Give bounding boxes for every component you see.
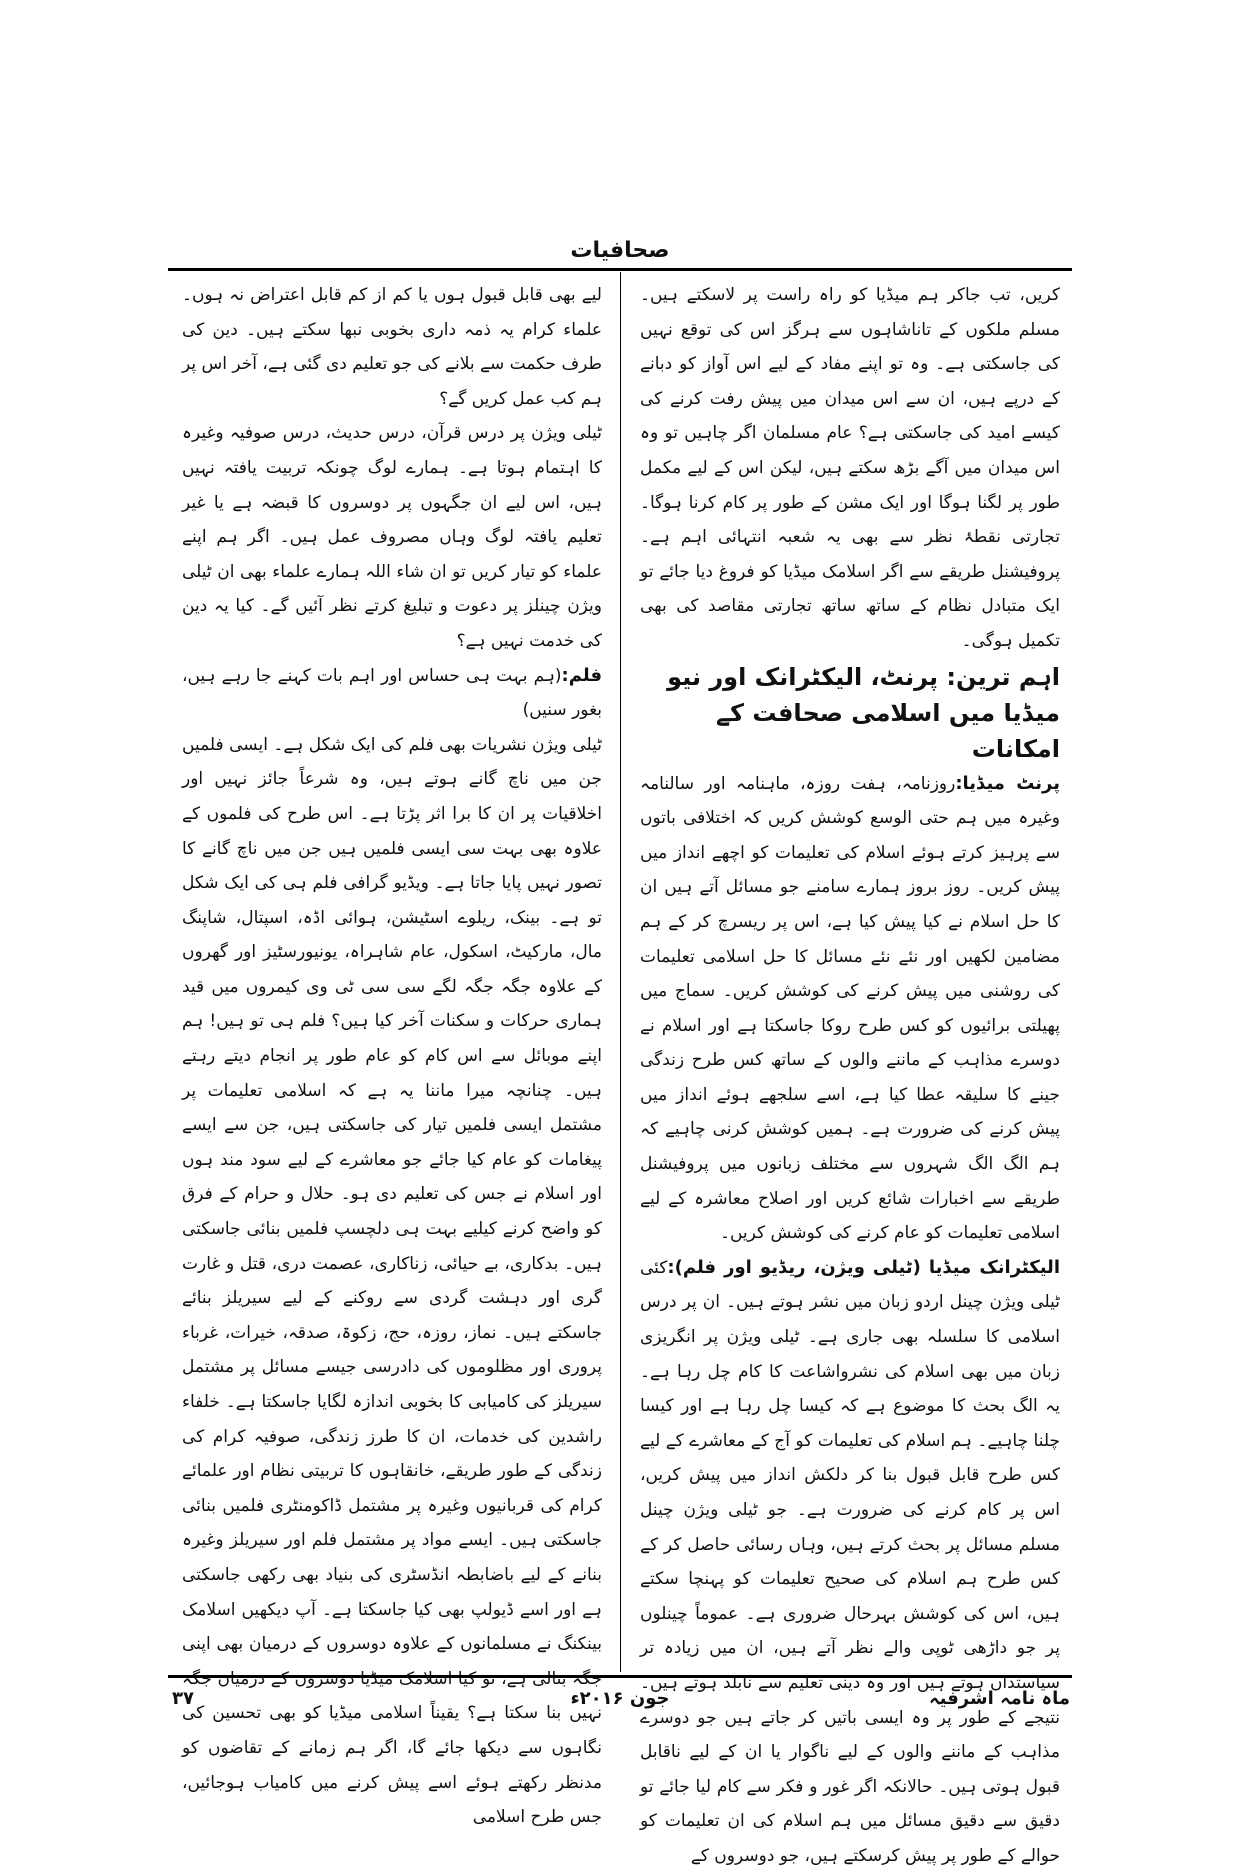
paragraph: [182, 659, 602, 728]
paragraph: [640, 1251, 1060, 1874]
subheading-electronic-media: الیکٹرانک میڈیا (ٹیلی ویژن، ریڈیو اور فلم):: [667, 1256, 1060, 1278]
column-divider: [620, 272, 621, 1672]
footer-magazine-name: ماہ نامہ اشرفیہ: [929, 1688, 1070, 1709]
paragraph: لیے بھی قابل قبول ہوں یا کم از کم قابل اعتراض نہ ہوں۔ علماء کرام یہ ذمہ داری بخوبی نبھا سکتے ہیں۔ دین کی طرف حکمت سے بلانے کی جو تعلیم دی گئی ہے، آخر اس پر ہم کب عمل کریں گے؟: [181, 285, 602, 409]
paragraph: ٹیلی ویژن نشریات بھی فلم کی ایک شکل ہے۔ ایسی فلمیں جن میں ناچ گانے ہوتے ہیں، وہ شرعاً جائز نہیں اور اخلاقیات پر ان کا برا اثر پڑتا ہے۔ اس طرح کی فلموں کے علاوہ بھی بہت سی ایسی فلمیں ہیں جن میں ناچ گانے کا تصور نہیں پایا جاتا ہے۔ ویڈیو گرافی فلم ہی کی ایک شکل تو ہے۔ بینک، ریلوے اسٹیشن، ہوائی اڈہ، اسپتال، شاپنگ مال، مارکیٹ، اسکول، عام شاہراہ، یونیورسٹیز اور گھروں کے علاوہ جگہ جگہ لگے سی سی ٹی وی کیمروں میں قید ہماری حرکات و سکنات آخر کیا ہیں؟ فلم ہی تو ہیں! ہم اپنے موبائل سے اس کام کو عام طور پر انجام دیتے رہتے ہیں۔ چنانچہ میرا ماننا یہ ہے کہ اسلامی تعلیمات پر مشتمل ایسی فلمیں تیار کی جاسکتی ہیں، جن سے ایسے پیغامات کو عام کیا جائے جو معاشرے کے لیے سود مند ہوں اور اسلام نے جس کی تعلیم دی ہو۔ حلال و حرام کے فرق کو واضح کرنے کیلیے بہت ہی دلچسپ فلمیں بنائی جاسکتی ہیں۔ بدکاری، بے حیائی، زناکاری، عصمت دری، قتل و غارت گری اور دہشت گردی سے روکنے کے لیے سیریلز بنائے جاسکتے ہیں۔ نماز، روزہ، حج، زکوۃ، صدقہ، خیرات، غرباء پروری اور مظلوموں کی دادرسی جیسے مسائل پر مشتمل سیریلز کی کامیابی کا بخوبی اندازہ لگایا جاسکتا ہے۔ خلفاء راشدین کی خدمات، ان کا طرز زندگی، صوفیہ کرام کی زندگی کے طور طریقے، خانقاہوں کا تربیتی نظام اور علمائے کرام کی قربانیوں وغیرہ پر مشتمل ڈاکومنٹری فلمیں بنائی جاسکتی ہیں۔ ایسے مواد پر مشتمل فلم اور سیریلز وغیرہ بنانے کے لیے باضابطہ انڈسٹری کی بنیاد بھی رکھی جاسکتی ہے اور اسے ڈیولپ بھی کیا جاسکتا ہے۔ آپ دیکھیں اسلامک بینکنگ نے مسلمانوں کے علاوہ دوسروں کے درمیان بھی اپنی جگہ بنالی ہے، تو کیا اسلامک میڈیا دوسروں کے درمیان جگہ نہیں بنا سکتا ہے؟ یقیناً اسلامی میڈیا کو بھی تحسین کی نگاہوں سے دیکھا جائے گا، اگر ہم زمانے کے تقاضوں کو مدنظر رکھتے ہوئے اسے پیش کرنے میں کامیاب ہوجائیں، جس طرح اسلامی: [182, 734, 602, 1828]
paragraph: [640, 767, 1060, 1251]
page-title: صحافیات: [570, 238, 670, 263]
paragraph-text: روزنامہ، ہفت روزہ، ماہنامہ اور سالنامہ وغیرہ میں ہم حتی الوسع کوشش کریں کہ اختلافی باتوں سے پرہیز کرتے ہوئے اسلام کی تعلیمات کو اچھے انداز میں پیش کریں۔ روز بروز ہمارے سامنے جو مسائل آتے ہیں ان کا حل اسلام نے کیا پیش کیا ہے، اس پر ریسرچ کر کے ہم مضامین لکھیں اور نئے نئے مسائل کا حل اسلامی تعلیمات کی روشنی میں پیش کرنے کی کوشش کریں۔ سماج میں پھیلتی برائیوں کو کس طرح روکا جاسکتا ہے اور اسلام نے دوسرے مذاہب کے ماننے والوں کے ساتھ کس طرح زندگی جینے کا سلیقہ عطا کیا ہے، اسے سلجھے ہوئے انداز میں پیش کرنے کی ضرورت ہے۔ ہمیں کوشش کرنی چاہیے کہ ہم الگ الگ شہروں سے مختلف زبانوں میں پروفیشنل طریقے سے اخبارات شائع کریں اور اصلاح معاشرہ کے لیے اسلامی تعلیمات کو عام کرنے کی کوشش کریں۔: [640, 773, 1060, 1244]
paragraph-text: (ہم بہت ہی حساس اور اہم بات کہنے جا رہے ہیں، بغور سنیں): [182, 665, 602, 721]
footer-rule: [168, 1675, 1072, 1678]
header-rule: [168, 268, 1072, 271]
subheading-film: فلم:: [561, 664, 602, 686]
paragraph: ٹیلی ویژن پر درس قرآن، درس حدیث، درس صوفیہ وغیرہ کا اہتمام ہوتا ہے۔ ہمارے لوگ چونکہ تربیت یافتہ نہیں ہیں، اس لیے ان جگہوں پر دوسروں کا قبضہ ہے یا غیر تعلیم یافتہ لوگ وہاں مصروف عمل ہیں۔ اگر ہم اپنے علماء کو تیار کریں تو ان شاء اللہ ہمارے علماء بھی ان ٹیلی ویژن چینلز پر دعوت و تبلیغ کرتے نظر آئیں گے۔ کیا یہ دین کی خدمت نہیں ہے؟: [182, 423, 602, 651]
section-heading: اہم ترین: پرنٹ، الیکٹرانک اور نیو میڈیا میں اسلامی صحافت کے امکانات: [667, 662, 1060, 763]
subheading-print-media: پرنٹ میڈیا:: [955, 772, 1060, 794]
page-number: ۳۷: [172, 1688, 194, 1709]
paragraph: کریں، تب جاکر ہم میڈیا کو راہ راست پر لاسکتے ہیں۔ مسلم ملکوں کے تاناشاہوں سے ہرگز اس کی توقع نہیں کی جاسکتی ہے۔ وہ تو اپنے مفاد کے لیے اس آواز کو دبانے کے درپے ہیں، ان سے اس میدان میں پیش رفت کرنے کی کیسے امید کی جاسکتی ہے؟ عام مسلمان اگر چاہیں تو وہ اس میدان میں آگے بڑھ سکتے ہیں، لیکن اس کے لیے مکمل طور پر لگنا ہوگا اور ایک مشن کے طور پر کام کرنا ہوگا۔ تجارتی نقطۂ نظر سے بھی یہ شعبہ انتہائی اہم ہے۔ پروفیشنل طریقے سے اگر اسلامک میڈیا کو فروغ دیا جائے تو ایک متبادل نظام کے ساتھ ساتھ تجارتی مقاصد کی بھی تکمیل ہوگی۔: [640, 285, 1060, 651]
footer-date: جون ۲۰۱۶ء: [570, 1688, 670, 1709]
paragraph-text: کئی ٹیلی ویژن چینل اردو زبان میں نشر ہوتے ہیں۔ ان پر درس اسلامی کا سلسلہ بھی جاری ہے۔ ٹیلی ویژن پر انگریزی زبان میں بھی اسلام کی نشرواشاعت کا کام چل رہا ہے۔ یہ الگ بحث کا موضوع ہے کہ کیسا چل رہا ہے اور کیسا چلنا چاہیے۔ ہم اسلام کی تعلیمات کو آج کے معاشرے کے لیے کس طرح قابل قبول بنا کر دلکش انداز میں پیش کریں، اس پر کام کرنے کی ضرورت ہے۔ جو ٹیلی ویژن چینل مسلم مسائل پر بحث کرتے ہیں، وہاں رسائی حاصل کر کے کس طرح ہم اسلام کی صحیح تعلیمات کو پہنچا سکتے ہیں، اس کی کوشش بہرحال ضروری ہے۔ عموماً چینلوں پر جو داڑھی ٹوپی والے نظر آتے ہیں، ان میں زیادہ تر سیاستداں ہوتے ہیں اور وہ دینی تعلیم سے نابلد ہوتے ہیں۔ نتیجے کے طور پر وہ ایسی باتیں کر جاتے ہیں جو دوسرے مذاہب کے ماننے والوں کے لیے ناگوار یا ان کے لیے ناقابل قبول ہوتی ہیں۔ حالانکہ اگر غور و فکر سے کام لیا جائے تو دقیق سے دقیق مسائل میں ہم اسلام کی ان تعلیمات کو حوالے کے طور پر پیش کرسکتے ہیں، جو دوسروں کے: [640, 1257, 1060, 1866]
